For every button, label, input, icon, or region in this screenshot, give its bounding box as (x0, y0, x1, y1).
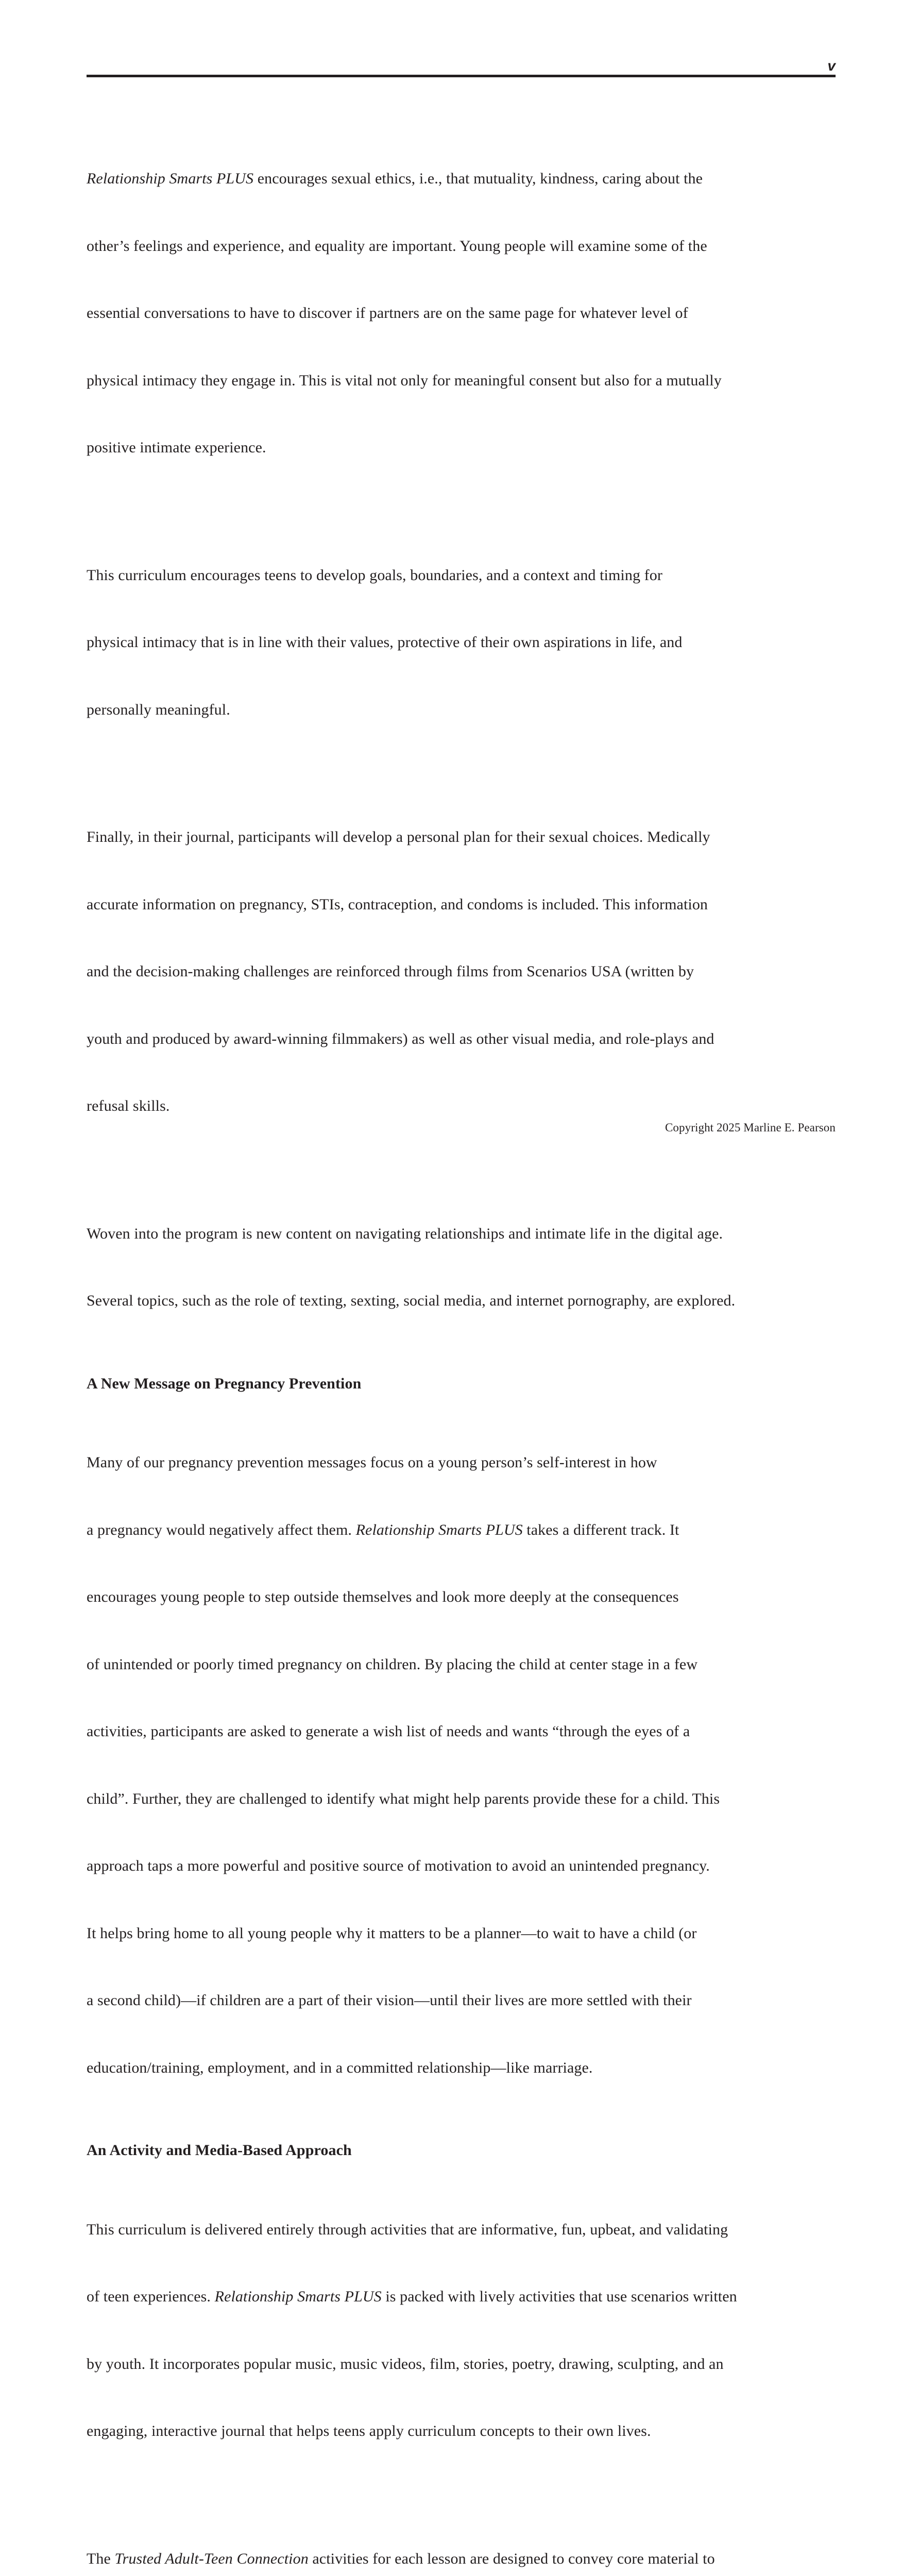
text-line: child”. Further, they are challenged to identify what might help parents provide these for a child. This (87, 1788, 836, 1810)
text-line: This curriculum is delivered entirely through activities that are informative, fun, upbeat, and validating (87, 2218, 836, 2241)
text-line: by youth. It incorporates popular music, music videos, film, stories, poetry, drawing, sculpting, and an (87, 2353, 836, 2376)
paragraph-journal-plan (87, 781, 836, 1162)
text-line: Woven into the program is new content on navigating relationships and intimate life in the digital age. (87, 1223, 836, 1245)
text-line: a second child)—if children are a part of their vision—until their lives are more settled with their (87, 1989, 836, 2012)
text-line: Many of our pregnancy prevention messages focus on a young person’s self-interest in how (87, 1451, 836, 1474)
text-line (87, 2548, 836, 2570)
text-run: a pregnancy would negatively affect them. (87, 1521, 356, 1538)
text-line: accurate information on pregnancy, STIs, contraception, and condoms is included. This information (87, 893, 836, 916)
text-line: encourages young people to step outside themselves and look more deeply at the consequences (87, 1586, 836, 1608)
text-line: personally meaningful. (87, 699, 836, 721)
header-rule (87, 75, 836, 77)
text-line (87, 1519, 836, 1541)
text-line: engaging, interactive journal that helps teens apply curriculum concepts to their own lives. (87, 2420, 836, 2443)
text-line: and the decision-making challenges are reinforced through films from Scenarios USA (written by (87, 960, 836, 983)
text-line: other’s feelings and experience, and equality are important. Young people will examine some of the (87, 235, 836, 258)
text-line: education/training, employment, and in a committed relationship—like marriage. (87, 2057, 836, 2079)
paragraph-pregnancy-message (87, 1406, 836, 2124)
page-body (87, 123, 836, 2576)
text-line: of unintended or poorly timed pregnancy on children. By placing the child at center stage in a few (87, 1653, 836, 1676)
text-run: encourages sexual ethics, i.e., that mutuality, kindness, caring about the (253, 170, 703, 187)
text-line (87, 2285, 836, 2308)
text-run: The (87, 2550, 115, 2567)
text-run: activities for each lesson are designed to convey core material to (309, 2550, 715, 2567)
text-run: is packed with lively activities that use scenarios written (382, 2288, 737, 2305)
paragraph-digital-age (87, 1178, 836, 1357)
heading-pregnancy-prevention: A New Message on Pregnancy Prevention (87, 1372, 836, 1395)
text-line: approach taps a more powerful and positive source of motivation to avoid an unintended pregnancy. (87, 1855, 836, 1877)
text-run: takes a different track. It (523, 1521, 679, 1538)
text-line: activities, participants are asked to generate a wish list of needs and wants “through the eyes of a (87, 1720, 836, 1743)
italic-title-run: Relationship Smarts PLUS (87, 170, 253, 187)
text-line: refusal skills. (87, 1095, 836, 1117)
text-line: physical intimacy they engage in. This is vital not only for meaningful consent but also for a mutually (87, 369, 836, 392)
text-line: physical intimacy that is in line with their values, protective of their own aspirations in life, and (87, 631, 836, 654)
text-line: This curriculum encourages teens to develop goals, boundaries, and a context and timing for (87, 564, 836, 587)
italic-title-run: Trusted Adult-Teen Connection (115, 2550, 309, 2567)
italic-title-run: Relationship Smarts PLUS (356, 1521, 523, 1538)
paragraph-activities (87, 2174, 836, 2487)
text-line: youth and produced by award-winning filmmakers) as well as other visual media, and role-plays and (87, 1028, 836, 1050)
paragraph-trusted-adult (87, 2503, 836, 2576)
text-line: Several topics, such as the role of texting, sexting, social media, and internet pornography, are explored. (87, 1290, 836, 1312)
text-line: positive intimate experience. (87, 436, 836, 459)
text-run: of teen experiences. (87, 2288, 215, 2305)
italic-title-run: Relationship Smarts PLUS (215, 2288, 382, 2305)
text-line (87, 167, 836, 190)
text-line: It helps bring home to all young people why it matters to be a planner—to wait to have a child (or (87, 1922, 836, 1945)
text-line: essential conversations to have to discover if partners are on the same page for whatever level of (87, 302, 836, 325)
copyright-notice: Copyright 2025 Marline E. Pearson (665, 1121, 836, 1135)
heading-activity-media-approach: An Activity and Media-Based Approach (87, 2139, 836, 2162)
paragraph-intro-ethics (87, 123, 836, 504)
text-line: Finally, in their journal, participants will develop a personal plan for their sexual choices. Medically (87, 826, 836, 849)
page-number: v (827, 59, 836, 73)
paragraph-goals-boundaries (87, 519, 836, 766)
